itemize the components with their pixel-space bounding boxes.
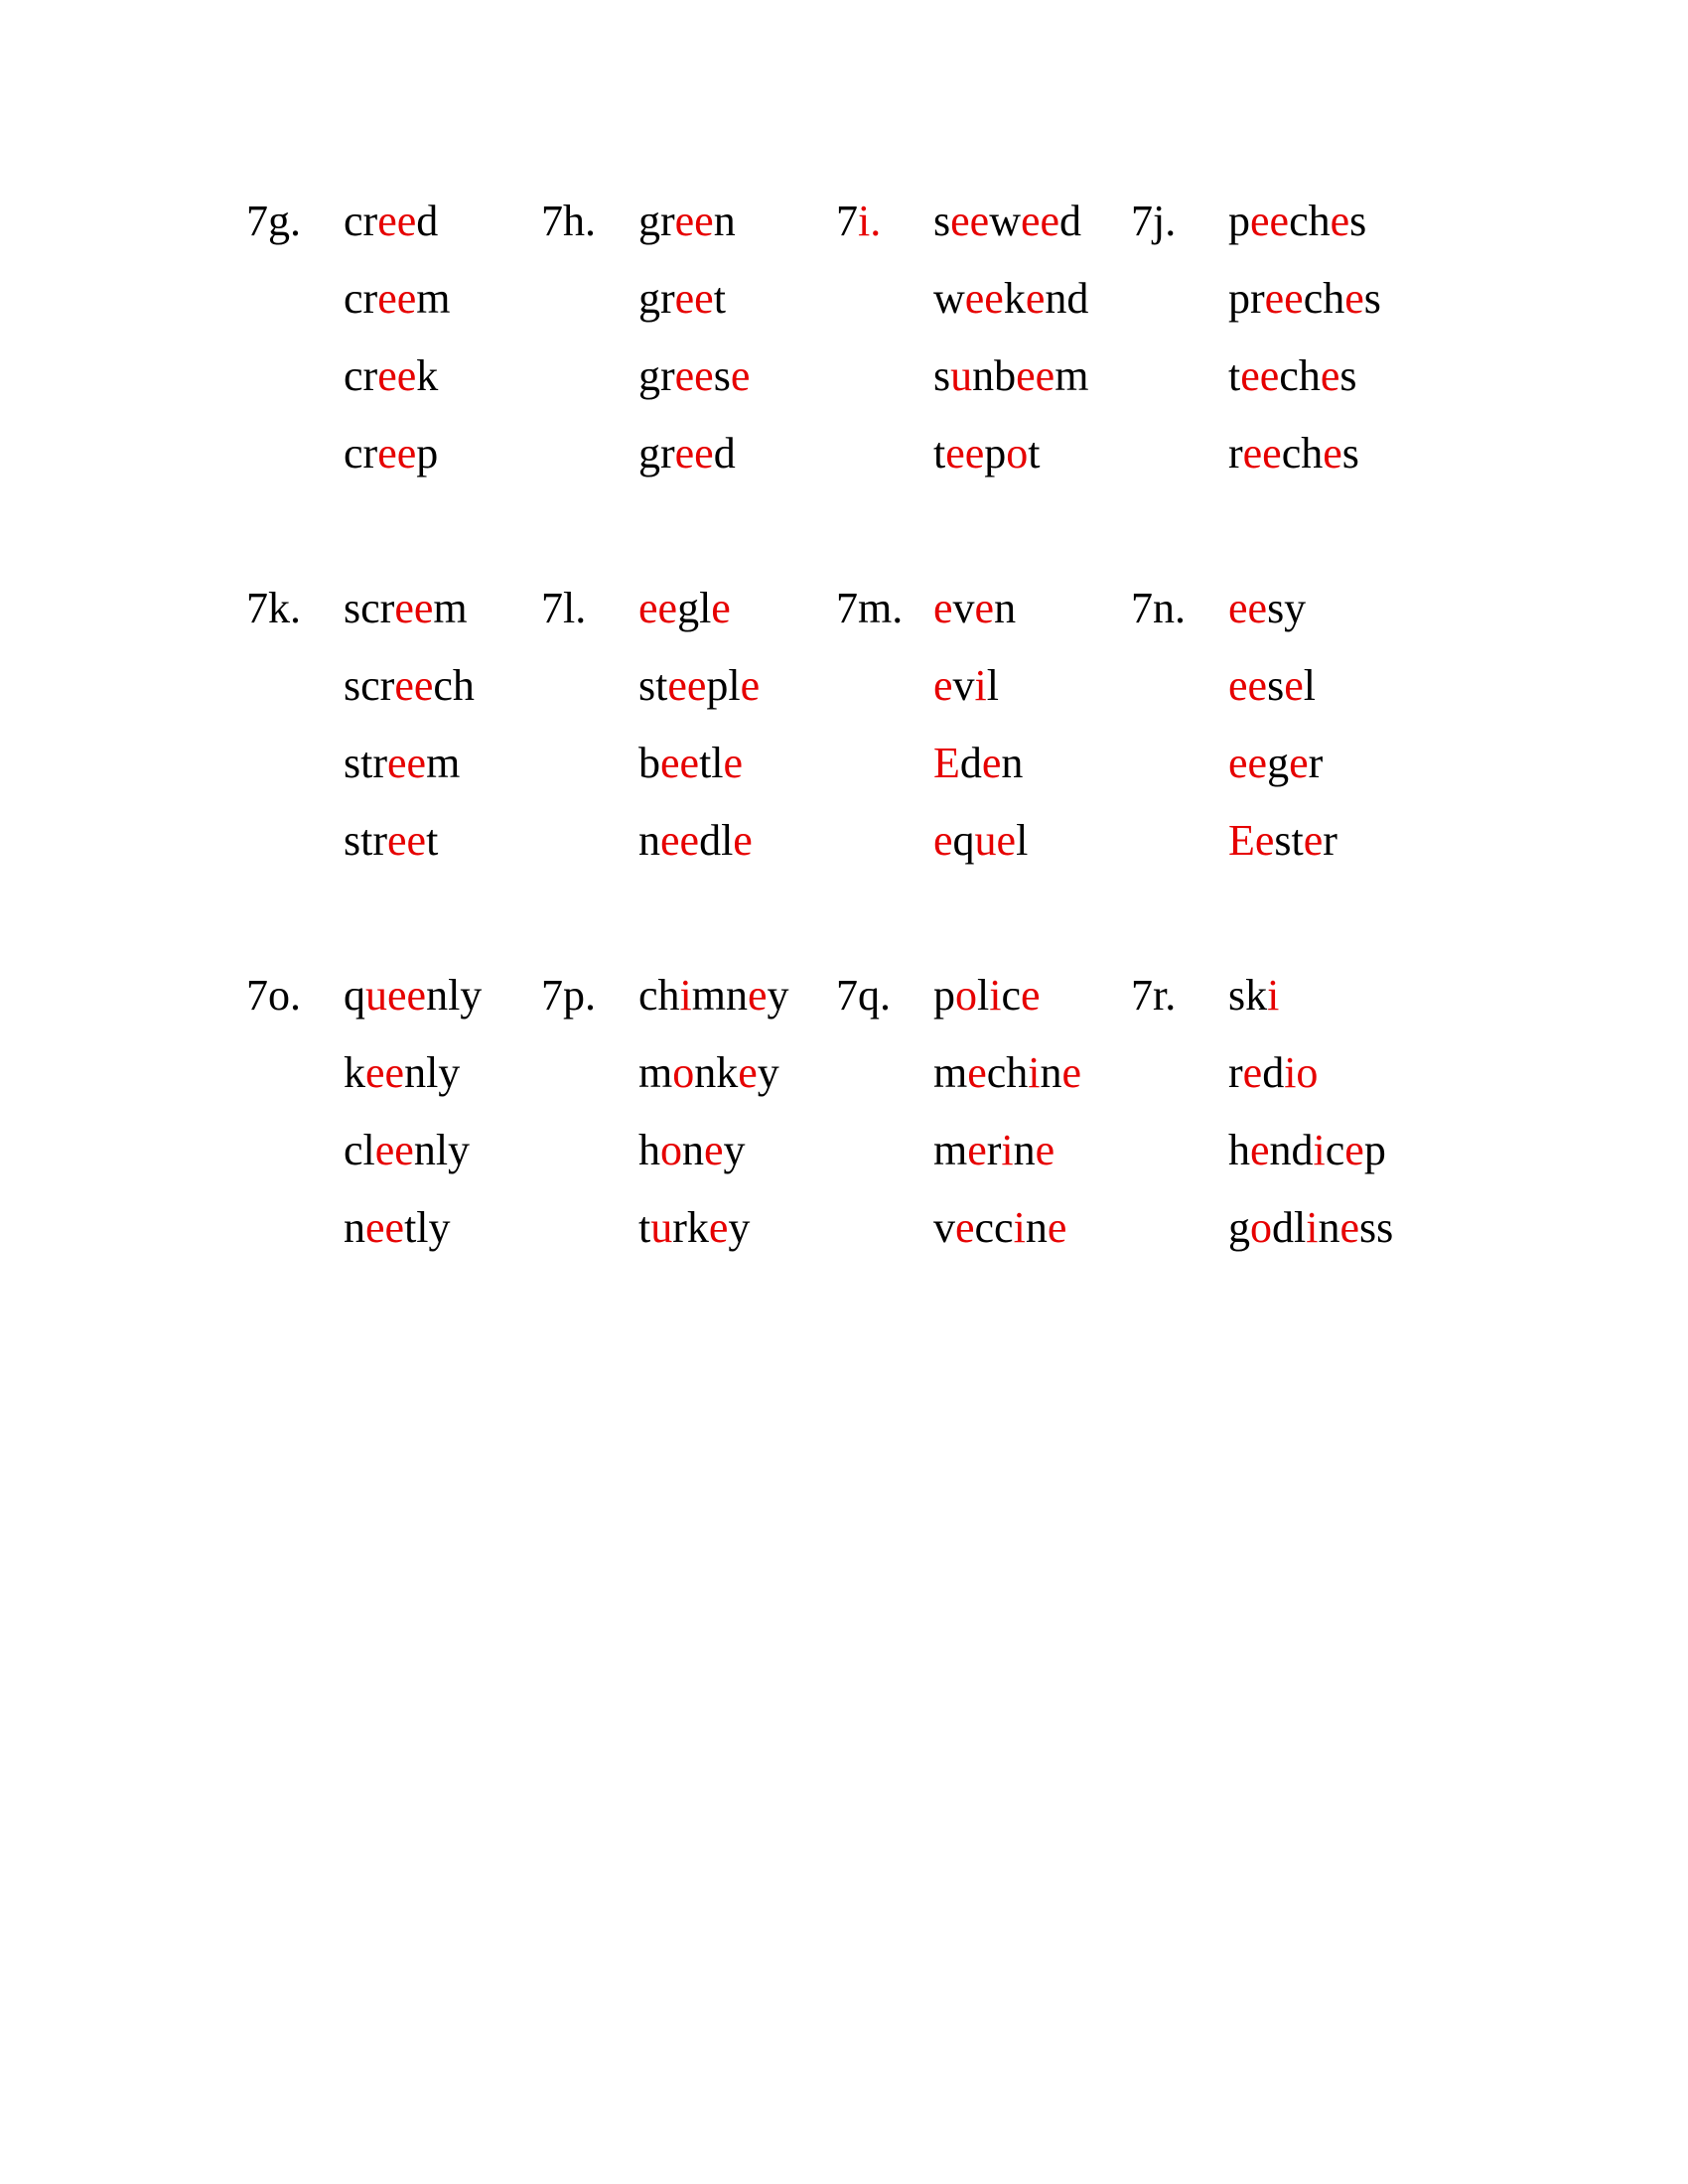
plain-letters: cr — [344, 197, 378, 245]
plain-letters: s — [1339, 351, 1357, 400]
plain-letters: ch — [986, 1048, 1029, 1097]
plain-letters: m — [433, 584, 468, 632]
highlighted-letters: e — [1339, 1203, 1359, 1252]
plain-letters: rk — [672, 1203, 709, 1252]
highlighted-letters: ee — [365, 1048, 405, 1097]
spelling-word — [638, 1045, 779, 1101]
highlighted-letters: e — [1320, 351, 1340, 400]
spelling-word — [933, 348, 1088, 404]
plain-letters: q — [344, 971, 365, 1020]
plain-letters: n — [1318, 1203, 1340, 1252]
spelling-word — [1228, 813, 1337, 869]
plain-letters: s — [1267, 661, 1285, 710]
plain-letters: t — [638, 1203, 651, 1252]
exercise-label — [1131, 968, 1176, 1024]
spelling-word — [933, 581, 1016, 636]
spelling-word — [638, 271, 726, 327]
plain-letters: b — [638, 739, 660, 787]
highlighted-letters: E — [933, 739, 960, 787]
plain-letters: cr — [344, 429, 378, 478]
exercise-label — [836, 968, 891, 1024]
spelling-word — [344, 271, 450, 327]
highlighted-letters: ee — [365, 1203, 405, 1252]
exercise-row-2 — [0, 581, 1688, 898]
highlighted-letters: e — [740, 661, 761, 710]
plain-letters: r — [986, 1126, 1002, 1174]
plain-letters: 7n. — [1131, 584, 1186, 632]
spelling-word — [933, 736, 1023, 791]
plain-letters: 7o. — [246, 971, 301, 1020]
spelling-word — [638, 658, 760, 714]
plain-letters: m — [426, 739, 461, 787]
spelling-word — [344, 736, 460, 791]
plain-letters: sk — [1228, 971, 1268, 1020]
plain-letters: r — [1228, 429, 1243, 478]
highlighted-letters: ee — [374, 1126, 414, 1174]
highlighted-letters: e — [974, 584, 995, 632]
plain-letters: gr — [638, 197, 675, 245]
highlighted-letters: i — [1306, 1203, 1319, 1252]
highlighted-letters: e — [704, 1126, 724, 1174]
plain-letters: 7h. — [541, 197, 596, 245]
plain-letters: k — [416, 351, 439, 400]
plain-letters: h — [638, 1126, 660, 1174]
plain-letters: v — [952, 584, 975, 632]
exercise-label — [246, 581, 301, 636]
spelling-word — [933, 658, 999, 714]
exercise-label — [1131, 194, 1176, 249]
plain-letters: s — [1341, 429, 1359, 478]
highlighted-letters: e — [967, 1048, 987, 1097]
plain-letters: gr — [638, 429, 675, 478]
highlighted-letters: ee — [1228, 661, 1268, 710]
highlighted-letters: ee — [1228, 584, 1268, 632]
plain-letters: n — [1001, 739, 1024, 787]
plain-letters: tly — [404, 1203, 451, 1252]
plain-letters: sy — [1267, 584, 1307, 632]
plain-letters: pl — [706, 661, 741, 710]
exercise-group-7h — [541, 194, 839, 511]
spelling-word — [1228, 658, 1316, 714]
plain-letters: y — [757, 1048, 779, 1097]
plain-letters: 7 — [836, 197, 858, 245]
highlighted-letters: ee — [674, 274, 714, 323]
plain-letters: m — [933, 1048, 968, 1097]
highlighted-letters: ee — [387, 816, 427, 865]
exercise-group-7g — [246, 194, 544, 511]
highlighted-letters: e — [1303, 816, 1324, 865]
highlighted-letters: e — [933, 661, 953, 710]
spelling-word — [1228, 426, 1359, 481]
spelling-word — [344, 348, 438, 404]
spelling-word — [638, 813, 753, 869]
plain-letters: p — [984, 429, 1007, 478]
exercise-group-7k — [246, 581, 544, 898]
highlighted-letters: e — [981, 739, 1002, 787]
plain-letters: s — [1349, 197, 1367, 245]
exercise-label — [1131, 581, 1186, 636]
plain-letters: dl — [1272, 1203, 1307, 1252]
plain-letters: g — [1267, 739, 1290, 787]
plain-letters: l — [1303, 661, 1316, 710]
plain-letters: nly — [404, 1048, 461, 1097]
plain-letters: l — [986, 661, 999, 710]
highlighted-letters: e — [1344, 1126, 1364, 1174]
highlighted-letters: e — [1035, 1126, 1055, 1174]
plain-letters: v — [933, 1203, 955, 1252]
plain-letters: 7m. — [836, 584, 904, 632]
plain-letters: st — [638, 661, 668, 710]
plain-letters: c — [1001, 971, 1021, 1020]
spelling-word — [344, 1123, 470, 1178]
highlighted-letters: e — [1047, 1203, 1067, 1252]
highlighted-letters: o — [672, 1048, 695, 1097]
spelling-word — [638, 194, 736, 249]
highlighted-letters: e — [1025, 274, 1046, 323]
highlighted-letters: ee — [667, 661, 707, 710]
exercise-group-7n — [1131, 581, 1429, 898]
spelling-word — [933, 1045, 1081, 1101]
plain-letters: l — [977, 971, 990, 1020]
plain-letters: gr — [638, 274, 675, 323]
highlighted-letters: e — [1289, 739, 1309, 787]
highlighted-letters: i — [1267, 971, 1280, 1020]
spelling-word — [638, 348, 750, 404]
highlighted-letters: o — [1006, 429, 1029, 478]
spelling-word — [638, 581, 731, 636]
highlighted-letters: ee — [377, 197, 417, 245]
highlighted-letters: ue — [974, 816, 1017, 865]
spelling-word — [1228, 581, 1306, 636]
highlighted-letters: ee — [387, 739, 427, 787]
plain-letters: 7j. — [1131, 197, 1177, 245]
spelling-word — [1228, 736, 1323, 791]
plain-letters: mn — [691, 971, 748, 1020]
highlighted-letters: ee — [964, 274, 1004, 323]
highlighted-letters: i — [989, 971, 1002, 1020]
plain-letters: l — [1016, 816, 1029, 865]
spelling-word — [1228, 1045, 1318, 1101]
plain-letters: y — [723, 1126, 746, 1174]
highlighted-letters: e — [708, 1203, 729, 1252]
plain-letters: t — [1028, 429, 1041, 478]
plain-letters: k — [344, 1048, 365, 1097]
highlighted-letters: ee — [377, 429, 417, 478]
plain-letters: q — [952, 816, 975, 865]
highlighted-letters: e — [730, 351, 751, 400]
plain-letters: y — [767, 971, 789, 1020]
plain-letters: m — [1055, 351, 1089, 400]
exercise-label — [541, 968, 596, 1024]
exercise-group-7j — [1131, 194, 1429, 511]
exercise-label — [836, 581, 903, 636]
plain-letters: nd — [1269, 1126, 1314, 1174]
plain-letters: ss — [1359, 1203, 1394, 1252]
plain-letters: n — [682, 1126, 704, 1174]
highlighted-letters: e — [1242, 1048, 1263, 1097]
spelling-word — [933, 426, 1041, 481]
plain-letters: str — [344, 739, 387, 787]
plain-letters: 7q. — [836, 971, 891, 1020]
spelling-word — [638, 426, 736, 481]
highlighted-letters: ee — [377, 351, 417, 400]
exercise-group-7q — [836, 968, 1134, 1286]
exercise-label — [541, 581, 586, 636]
spelling-word — [933, 1123, 1055, 1178]
highlighted-letters: i — [1001, 1126, 1014, 1174]
plain-letters: n — [638, 816, 660, 865]
plain-letters: d — [1262, 1048, 1285, 1097]
plain-letters: s — [933, 351, 951, 400]
highlighted-letters: o — [955, 971, 977, 1020]
exercise-row-1 — [0, 194, 1688, 511]
highlighted-letters: ee — [1250, 197, 1290, 245]
plain-letters: t — [713, 274, 726, 323]
plain-letters: n — [1025, 1203, 1048, 1252]
plain-letters: s — [713, 351, 731, 400]
plain-letters: p — [416, 429, 439, 478]
exercise-group-7l — [541, 581, 839, 898]
spelling-word — [1228, 348, 1356, 404]
spelling-word — [344, 1045, 460, 1101]
exercise-label — [836, 194, 881, 249]
plain-letters: g — [1228, 1203, 1250, 1252]
highlighted-letters: e — [1021, 971, 1041, 1020]
plain-letters: n — [344, 1203, 365, 1252]
highlighted-letters: u — [650, 1203, 673, 1252]
spelling-word — [344, 426, 438, 481]
highlighted-letters: e — [933, 816, 953, 865]
plain-letters: s — [933, 197, 951, 245]
highlighted-letters: u — [950, 351, 973, 400]
plain-letters: nk — [694, 1048, 739, 1097]
spelling-word — [344, 968, 482, 1024]
highlighted-letters: i — [679, 971, 692, 1020]
highlighted-letters: io — [1284, 1048, 1319, 1097]
plain-letters: m — [416, 274, 451, 323]
spelling-word — [1228, 968, 1279, 1024]
plain-letters: m — [933, 1126, 968, 1174]
highlighted-letters: ee — [1240, 351, 1280, 400]
plain-letters: 7p. — [541, 971, 596, 1020]
highlighted-letters: e — [1323, 429, 1342, 478]
highlighted-letters: e — [406, 971, 427, 1020]
highlighted-letters: e — [1250, 1126, 1270, 1174]
spelling-word — [933, 1200, 1066, 1256]
plain-letters: cr — [344, 351, 378, 400]
plain-letters: 7r. — [1131, 971, 1177, 1020]
highlighted-letters: o — [660, 1126, 682, 1174]
highlighted-letters: i — [1028, 1048, 1041, 1097]
plain-letters: n — [994, 584, 1017, 632]
plain-letters: r — [1323, 816, 1337, 865]
plain-letters: ch — [638, 971, 680, 1020]
plain-letters: 7k. — [246, 584, 301, 632]
highlighted-letters: e — [723, 739, 744, 787]
highlighted-letters: i — [974, 661, 987, 710]
plain-letters: nd — [1045, 274, 1089, 323]
plain-letters: y — [728, 1203, 751, 1252]
plain-letters: ch — [1289, 197, 1331, 245]
plain-letters: d — [416, 197, 439, 245]
exercise-group-7r — [1131, 968, 1429, 1286]
plain-letters: ch — [1281, 429, 1324, 478]
highlighted-letters: e — [733, 816, 753, 865]
plain-letters: t — [933, 429, 946, 478]
highlighted-letters: ee — [377, 274, 417, 323]
highlighted-letters: ee — [950, 197, 990, 245]
spelling-word — [638, 736, 743, 791]
highlighted-letters: i. — [858, 197, 882, 245]
spelling-word — [344, 813, 438, 869]
spelling-word — [933, 194, 1081, 249]
plain-letters: pr — [1228, 274, 1265, 323]
spelling-word — [638, 1200, 750, 1256]
exercise-label — [246, 968, 301, 1024]
highlighted-letters: ee — [394, 584, 434, 632]
highlighted-letters: ee — [660, 739, 700, 787]
highlighted-letters: i — [1313, 1126, 1326, 1174]
highlighted-letters: ee — [1242, 429, 1282, 478]
spelling-word — [933, 813, 1028, 869]
plain-letters: t — [426, 816, 439, 865]
plain-letters: t — [1228, 351, 1241, 400]
plain-letters: k — [1003, 274, 1026, 323]
plain-letters: p — [933, 971, 955, 1020]
plain-letters: n — [1040, 1048, 1062, 1097]
plain-letters: nly — [426, 971, 483, 1020]
plain-letters: 7g. — [246, 197, 301, 245]
highlighted-letters: ee — [945, 429, 985, 478]
highlighted-letters: ee — [674, 197, 714, 245]
spelling-word — [933, 968, 1041, 1024]
highlighted-letters: ee — [674, 351, 714, 400]
plain-letters: cr — [344, 274, 378, 323]
spelling-word — [638, 1123, 746, 1178]
plain-letters: str — [344, 816, 387, 865]
plain-letters: 7l. — [541, 584, 587, 632]
plain-letters: nb — [972, 351, 1017, 400]
plain-letters: s — [1363, 274, 1381, 323]
plain-letters: w — [933, 274, 965, 323]
exercise-group-7o — [246, 968, 544, 1286]
plain-letters: scr — [344, 661, 395, 710]
spelling-word — [344, 658, 475, 714]
highlighted-letters: ee — [1016, 351, 1055, 400]
spelling-word — [1228, 194, 1366, 249]
spelling-word — [933, 271, 1088, 327]
highlighted-letters: i — [1013, 1203, 1026, 1252]
highlighted-letters: ee — [1228, 739, 1268, 787]
highlighted-letters: e — [711, 584, 731, 632]
plain-letters: n — [1013, 1126, 1036, 1174]
exercise-label — [541, 194, 596, 249]
highlighted-letters: ee — [394, 661, 434, 710]
plain-letters: gr — [638, 351, 675, 400]
plain-letters: p — [1228, 197, 1250, 245]
plain-letters: c — [1325, 1126, 1345, 1174]
highlighted-letters: e — [1344, 274, 1364, 323]
exercise-group-7m — [836, 581, 1134, 898]
highlighted-letters: ee — [1264, 274, 1304, 323]
plain-letters: w — [989, 197, 1021, 245]
highlighted-letters: e — [748, 971, 768, 1020]
plain-letters: scr — [344, 584, 395, 632]
plain-letters: ch — [433, 661, 475, 710]
highlighted-letters: ee — [638, 584, 678, 632]
highlighted-letters: ee — [674, 429, 714, 478]
highlighted-letters: e — [738, 1048, 758, 1097]
exercise-group-7p — [541, 968, 839, 1286]
highlighted-letters: e — [1330, 197, 1350, 245]
highlighted-letters: Ee — [1228, 816, 1275, 865]
plain-letters: ch — [1279, 351, 1321, 400]
highlighted-letters: e — [1284, 661, 1304, 710]
plain-letters: ch — [1303, 274, 1345, 323]
plain-letters: cc — [974, 1203, 1014, 1252]
highlighted-letters: e — [955, 1203, 975, 1252]
plain-letters: st — [1274, 816, 1304, 865]
spelling-word — [344, 194, 438, 249]
spelling-word — [638, 968, 789, 1024]
highlighted-letters: ue — [365, 971, 407, 1020]
spelling-word — [1228, 1200, 1393, 1256]
plain-letters: dl — [699, 816, 734, 865]
highlighted-letters: ee — [660, 816, 700, 865]
highlighted-letters: e — [933, 584, 953, 632]
spelling-word — [1228, 1123, 1386, 1178]
exercise-label — [246, 194, 301, 249]
plain-letters: n — [713, 197, 736, 245]
plain-letters: r — [1308, 739, 1324, 787]
plain-letters: d — [713, 429, 736, 478]
spelling-word — [344, 581, 468, 636]
spelling-word — [344, 1200, 451, 1256]
plain-letters: d — [959, 739, 982, 787]
spelling-word — [1228, 271, 1381, 327]
plain-letters: gl — [677, 584, 712, 632]
highlighted-letters: ee — [1020, 197, 1060, 245]
highlighted-letters: e — [967, 1126, 987, 1174]
plain-letters: r — [1228, 1048, 1243, 1097]
plain-letters: cl — [344, 1126, 375, 1174]
plain-letters: nly — [413, 1126, 471, 1174]
plain-letters: tl — [699, 739, 724, 787]
highlighted-letters: o — [1250, 1203, 1272, 1252]
plain-letters: v — [952, 661, 975, 710]
exercise-row-3 — [0, 968, 1688, 1286]
plain-letters: p — [1363, 1126, 1386, 1174]
plain-letters: h — [1228, 1126, 1250, 1174]
exercise-group-7i — [836, 194, 1134, 511]
highlighted-letters: e — [1061, 1048, 1082, 1097]
plain-letters: d — [1059, 197, 1082, 245]
plain-letters: m — [638, 1048, 673, 1097]
